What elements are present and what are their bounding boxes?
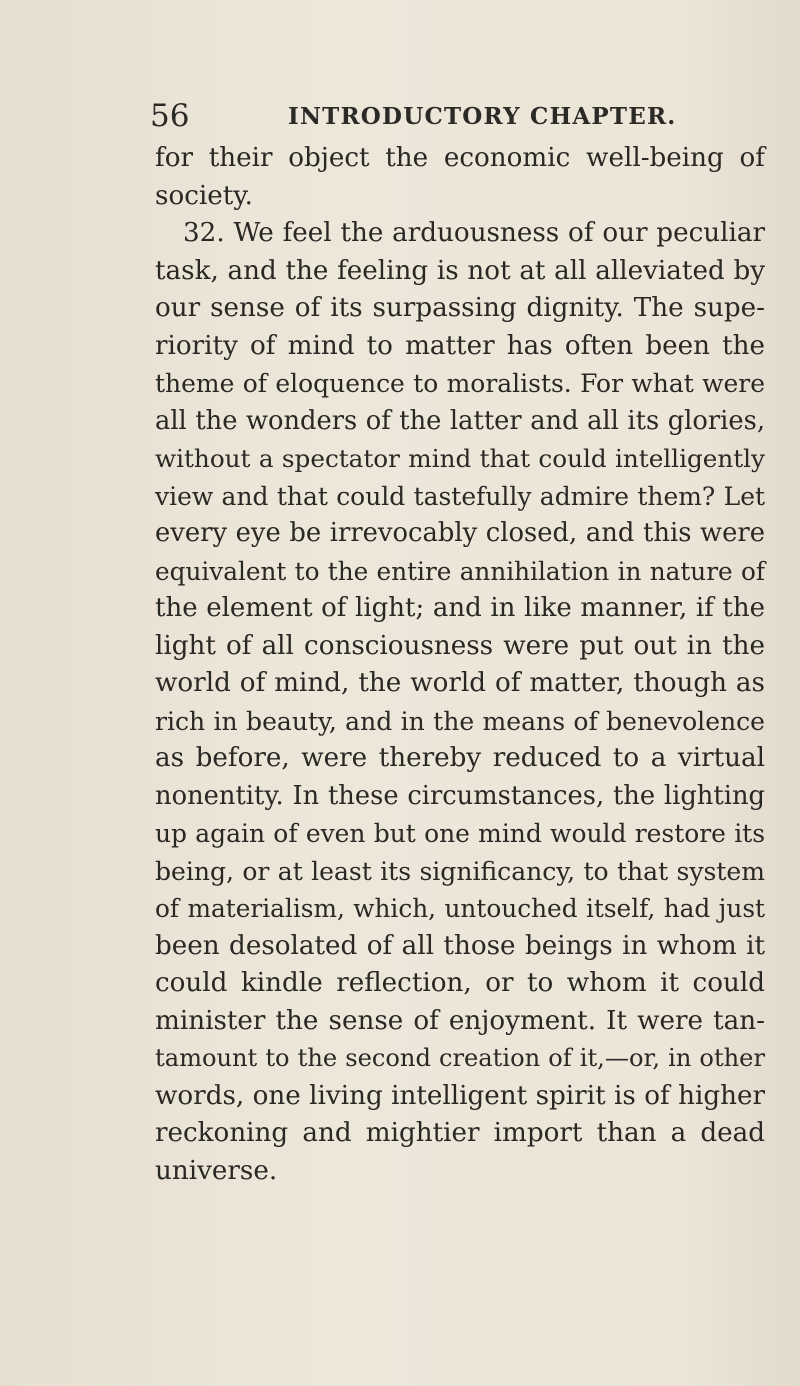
text-line: the element of light; and in like manner, if the — [155, 593, 765, 623]
page-number: 56 — [150, 98, 190, 134]
text-line: view and that could tastefully admire them? Let — [155, 481, 765, 511]
text-line: rich in beauty, and in the means of benevolence — [155, 706, 765, 736]
text-line: without a spectator mind that could intelligently — [155, 444, 765, 473]
text-line: for their object the economic well-being of — [155, 143, 765, 173]
text-line: society. — [155, 180, 253, 211]
text-line: universe. — [155, 1155, 278, 1186]
text-line: theme of eloquence to moralists. For what were — [155, 369, 765, 398]
body-text — [155, 140, 765, 1190]
text-line: words, one living intelligent spirit is of higher — [155, 1080, 765, 1111]
text-line: equivalent to the entire annihilation in nature of — [155, 556, 765, 586]
text-line: riority of mind to matter has often been the — [155, 330, 765, 361]
text-line: task, and the feeling is not at all alleviated by — [155, 255, 765, 286]
text-line: up again of even but one mind would restore its — [155, 819, 765, 848]
text-line: every eye be irrevocably closed, and this were — [155, 518, 765, 548]
text-line: reckoning and mightier import than a dead — [155, 1118, 765, 1148]
running-title: INTRODUCTORY CHAPTER. — [288, 103, 677, 130]
text-line: world of mind, the world of matter, though as — [155, 668, 765, 698]
text-line: of materialism, which, untouched itself, had just — [155, 894, 765, 923]
text-line: 32. We feel the arduousness of our peculiar — [183, 218, 765, 248]
text-line: as before, were thereby reduced to a virtual — [155, 743, 765, 773]
text-line: been desolated of all those beings in whom it — [155, 930, 765, 961]
text-line: all the wonders of the latter and all its glories, — [155, 405, 765, 436]
text-line: could kindle reflection, or to whom it could — [155, 968, 765, 998]
text-line: minister the sense of enjoyment. It were tan- — [155, 1005, 765, 1036]
text-line: light of all consciousness were put out in the — [155, 630, 765, 661]
page-header — [150, 96, 770, 136]
text-line: being, or at least its significancy, to that system — [155, 856, 765, 886]
text-line: tamount to the second creation of it,—or, in other — [155, 1044, 765, 1072]
text-line: nonentity. In these circumstances, the lighting — [155, 780, 765, 811]
text-line: our sense of its surpassing dignity. The supe- — [155, 293, 765, 323]
